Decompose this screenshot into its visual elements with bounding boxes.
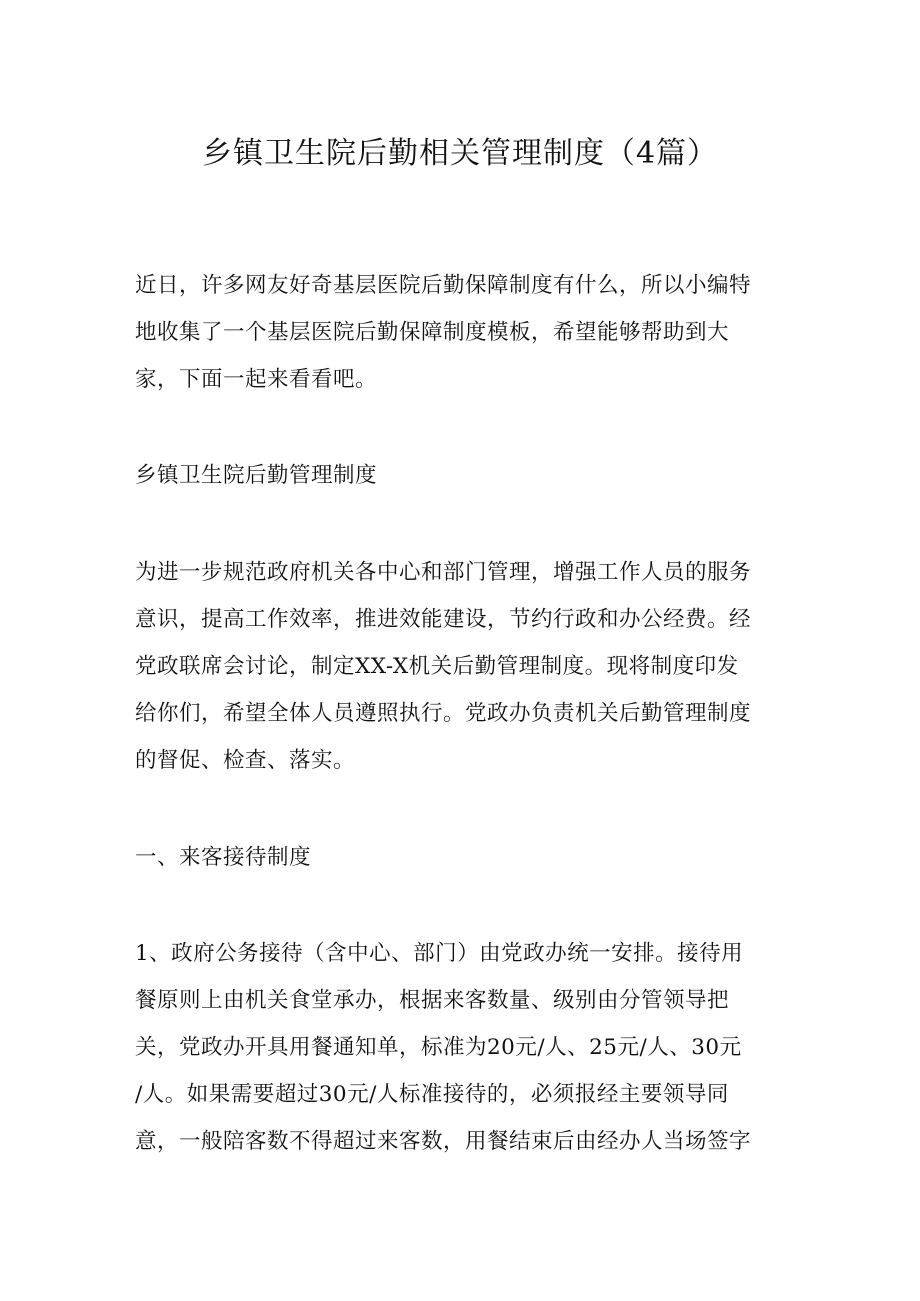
section-heading <box>135 452 795 499</box>
item-1-line: 意，一般陪客数不得超过来客数，用餐结束后由经办人当场签字 <box>135 1129 752 1154</box>
intro-line: 地收集了一个基层医院后勤保障制度模板，希望能够帮助到大 <box>135 320 730 345</box>
item-1-line: 关，党政办开具用餐通知单，标准为20元/人、25元/人、30元 <box>135 1035 742 1060</box>
document-title: 乡镇卫生院后勤相关管理制度（4篇） <box>201 136 719 171</box>
subsection-heading-text: 一、来客接待制度 <box>135 845 312 870</box>
item-1-paragraph <box>135 930 795 1165</box>
body-line: 的督促、检查、落实。 <box>135 748 356 773</box>
body-line: 为进一步规范政府机关各中心和部门管理，增强工作人员的服务 <box>135 560 752 585</box>
body-paragraph <box>135 549 795 784</box>
intro-line: 家，下面一起来看看吧。 <box>135 367 378 392</box>
body-line: 党政联席会讨论，制定XX-X机关后勤管理制度。现将制度印发 <box>135 654 739 679</box>
body-line: 给你们，希望全体人员遵照执行。党政办负责机关后勤管理制度 <box>135 701 752 726</box>
intro-paragraph <box>135 262 795 403</box>
item-1-line: 餐原则上由机关食堂承办，根据来客数量、级别由分管领导把 <box>135 988 730 1013</box>
section-heading-text: 乡镇卫生院后勤管理制度 <box>135 463 378 488</box>
item-1-line: 1、政府公务接待（含中心、部门）由党政办统一安排。接待用 <box>135 941 744 966</box>
intro-line: 近日，许多网友好奇基层医院后勤保障制度有什么，所以小编特 <box>135 273 752 298</box>
body-line: 意识，提高工作效率，推进效能建设，节约行政和办公经费。经 <box>135 607 752 632</box>
item-1-line: /人。如果需要超过30元/人标准接待的，必须报经主要领导同 <box>135 1082 729 1107</box>
subsection-heading <box>135 834 795 881</box>
